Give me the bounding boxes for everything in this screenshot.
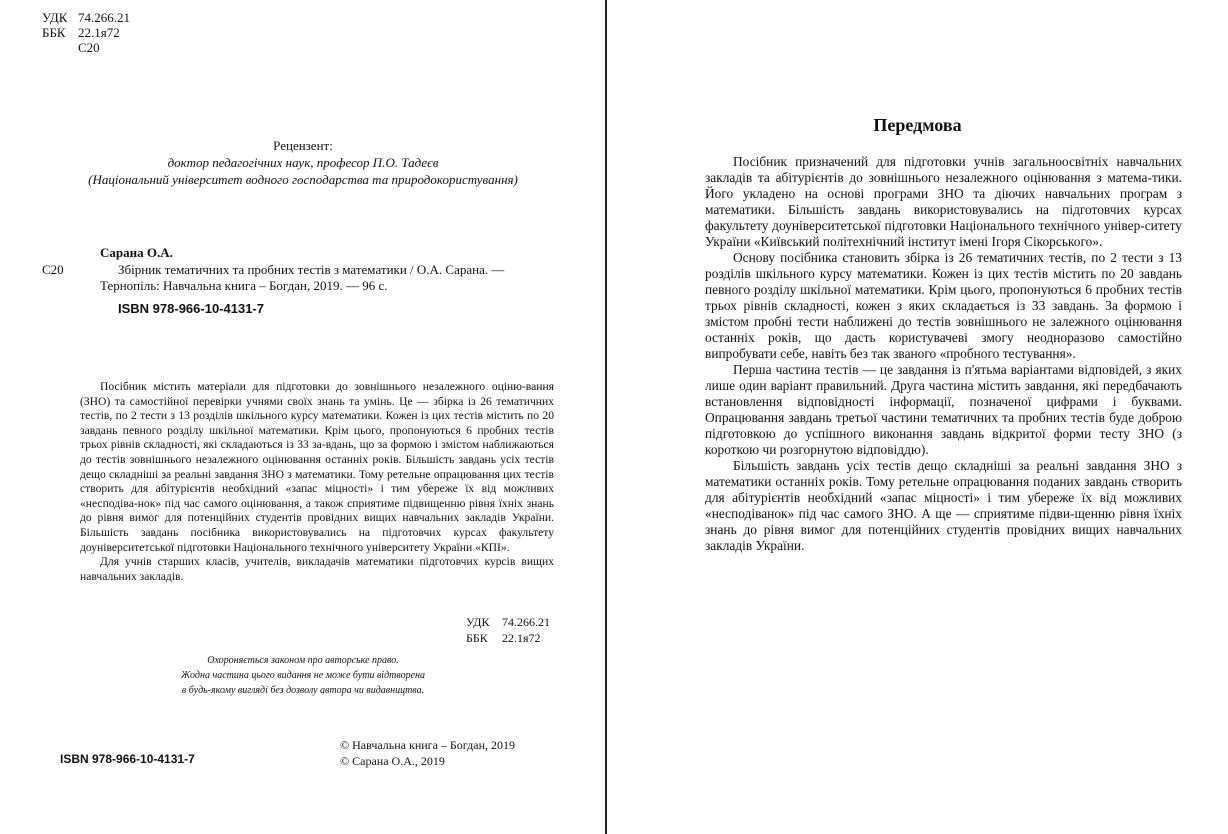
bibliography-code: С20 bbox=[42, 262, 64, 277]
reviewer-label: Рецензент: bbox=[273, 138, 333, 153]
isbn-footer: ISBN 978-966-10-4131-7 bbox=[60, 752, 195, 766]
copyright-notice-line: Жодна частина цього видання не може бути відтворена bbox=[181, 670, 425, 681]
preface-body bbox=[705, 154, 1182, 554]
preface-paragraph: Перша частина тестів — це завдання із п'ятьма варіантами відповідей, з яких лише один варіант правильний. Друга частина містить завдання, які передбачають встановлення відповідності інформації, позначеної цифрами і буквами. Опрацювання завдань третьої частини тематичних та пробних тестів буде доброю підготовкою до успішного виконання завдань відкритої форми тесту ЗНО (з короткою чи розгорнутою відповіддю). bbox=[705, 362, 1182, 457]
author-name: Сарана О.А. bbox=[100, 245, 173, 260]
reviewer-name: доктор педагогічних наук, професор П.О. Тадеєв bbox=[167, 155, 439, 170]
bbk-value: 22.1я72 bbox=[502, 631, 541, 645]
udk-value: 74.266.21 bbox=[78, 10, 130, 25]
udk-value: 74.266.21 bbox=[502, 615, 550, 629]
annotation bbox=[80, 380, 554, 584]
author-code: С20 bbox=[78, 40, 100, 55]
copyright-notice-line: Охороняється законом про авторське право. bbox=[207, 655, 399, 666]
publisher-line: Тернопіль: Навчальна книга – Богдан, 2019. — 96 с. bbox=[100, 278, 388, 293]
reviewer-affiliation: (Національний університет водного господарства та природокористування) bbox=[88, 172, 518, 187]
bbk-label: ББК bbox=[42, 25, 66, 40]
copyright-lines bbox=[340, 737, 515, 769]
bbk-label: ББК bbox=[466, 631, 488, 645]
isbn-main: ISBN 978-966-10-4131-7 bbox=[118, 301, 264, 316]
classification-block-2 bbox=[466, 614, 550, 646]
bbk-value: 22.1я72 bbox=[78, 25, 120, 40]
book-title-line: Збірник тематичних та пробних тестів з математики / О.А. Сарана. — bbox=[118, 262, 505, 277]
preface-paragraph: Основу посібника становить збірка із 26 тематичних тестів, по 2 тести з 13 розділів шкільного курсу математики. Кожен із цих тестів містить по 20 завдань певного розділу шкільної математики. Крім цього, пропонуються 6 пробних тестів трьох рівнів складності, кожен з яких складається із 33 завдань. За формою і змістом пробні тести наближені до тестів зовнішнього не залежного оцінювання останніх років, що дасть користувачеві змогу неодноразово самостійно випробувати себе, навіть без так званого «пробного тестування». bbox=[705, 250, 1182, 361]
reviewer-block bbox=[0, 137, 606, 188]
copyright-notice bbox=[0, 653, 606, 698]
right-page bbox=[607, 0, 1228, 834]
preface-heading: Передмова bbox=[873, 115, 962, 135]
preface-paragraph: Більшість завдань усіх тестів дещо складніші за реальні завдання ЗНО з математики останніх років. Тому ретельне опрацювання поданих завдань створить для абітурієнтів необхідний «запас міцності» і тим убереже їх від можливих «несподіванок» під час самого ЗНО. А ще — сприятиме підви-щенню рівня їхніх знань до рівня вимог для потенційних студентів провідних вищих навчальних закладів України. bbox=[705, 458, 1182, 553]
copyright-publisher: © Навчальна книга – Богдан, 2019 bbox=[340, 738, 515, 752]
copyright-notice-line: в будь-якому вигляді без дозволу автора чи видавництва. bbox=[181, 685, 425, 696]
annotation-paragraph: Посібник містить матеріали для підготовки до зовнішнього незалежного оціню-вання (ЗНО) та самостійної перевірки учнями своїх знань та умінь. Це — збірка із 26 тематичних тестів, по 2 тести з 13 розділів шкільного курсу математики. Кожен із цих тестів містить по 20 завдань певного розділу шкільної математики. Крім цього, пропонуються 6 пробних тестів трьох рівнів складності, які складаються із 33 за-вдань, що за формою і змістом наближаються до тестів зовнішнього незалежного оцінювання останніх років. Більшість завдань усіх тестів дещо складніші за реальні завдання ЗНО з математики. Тому ретельне опрацювання цих тестів створить для абітурієнтів необхідний «запас міцності» і тим убереже їх від можливих «несподіва-нок» під час самого оцінювання, а також сприятиме підвищенню рівня їхніх знань до рівня вимог для потенційних студентів провідних вищих навчальних закладів України. Більшість завдань посібника використовувались на підготовчих курсах факультету доуніверситетської підготовки Національного технічного університету України «КПІ». bbox=[80, 380, 554, 554]
preface-paragraph: Посібник призначений для підготовки учнів загальноосвітніх навчальних закладів та абітурієнтів до зовнішнього незалежного оцінювання з матема-тики. Його укладено на основі програми ЗНО та діючих навчальних програм з математики. Більшість завдань використовувались на підготовчих курсах факультету доуніверситетської підготовки Національного технічного універ-ситету України «Київський політехнічний інститут імені Ігоря Сікорського». bbox=[705, 154, 1182, 249]
udk-label: УДК bbox=[42, 10, 68, 25]
annotation-paragraph: Для учнів старших класів, учителів, викладачів математики підготовчих курсів вищих навчальних закладів. bbox=[80, 555, 554, 583]
copyright-author: © Сарана О.А., 2019 bbox=[340, 754, 445, 768]
classification-block bbox=[42, 10, 130, 55]
left-page bbox=[0, 0, 606, 834]
udk-label: УДК bbox=[466, 615, 490, 629]
